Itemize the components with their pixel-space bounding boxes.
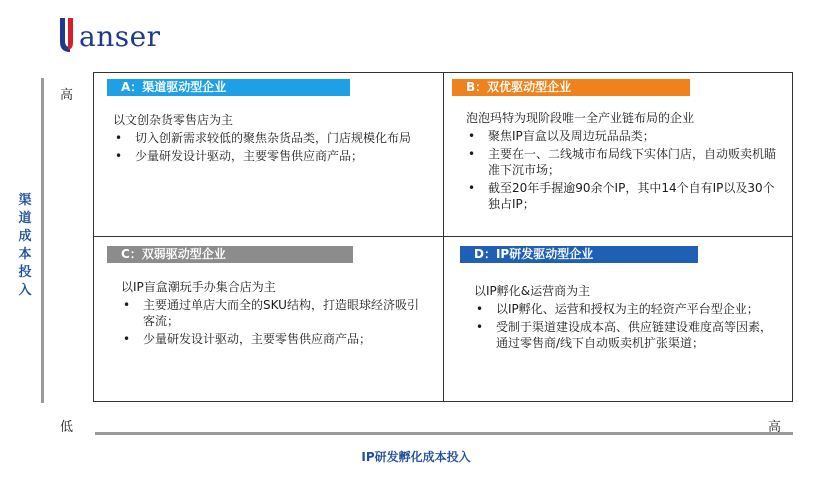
quadrant-d-body [474,283,774,353]
y-axis-line [41,78,44,403]
quadrant-a-bullet: • 少量研发设计驱动，主要零售供应商产品； [113,148,413,164]
company-logo [58,12,161,52]
quadrant-a-intro: 以文创杂货零售店为主 [113,113,234,127]
logo-u-mark-icon [58,16,78,52]
quadrant-b-intro: 泡泡玛特为现阶段唯一全产业链布局的企业 [466,111,695,125]
quadrant-d-bullet: • 以IP孵化、运营和授权为主的轻资产平台型企业； [474,301,774,317]
quadrant-b-bullet: • 聚焦IP盲盒以及周边玩品品类； [466,128,776,144]
matrix-horizontal-divider [93,236,793,237]
logo-text: anser [79,20,161,53]
quadrant-b-bullet: • 主要在一、二线城市布局线下实体门店，自动贩卖机瞄准下沉市场； [466,146,776,178]
quadrant-d-bullet: • 受制于渠道建设成本高、供应链建设难度高等因素，通过零售商/线下自动贩卖机扩张渠道； [474,319,774,351]
quadrant-b-header: B：双优驱动型企业 [452,79,690,96]
quadrant-a-header: A：渠道驱动型企业 [107,79,350,96]
quadrant-d-header: D：IP研发驱动型企业 [460,246,698,263]
matrix-vertical-divider [443,72,444,402]
quadrant-c-bullet: • 主要通过单店大而全的SKU结构，打造眼球经济吸引客流； [121,297,421,329]
x-axis-title: IP研发孵化成本投入 [361,450,471,464]
quadrant-b-bullet: • 截至20年手握逾90余个IP，其中14个自有IP以及30个独占IP； [466,180,776,212]
y-axis-low-label: 低 [60,420,74,435]
quadrant-c-header: C：双弱驱动型企业 [107,246,353,263]
quadrant-c-bullet: • 少量研发设计驱动，主要零售供应商产品； [121,331,421,347]
quadrant-c-intro: 以IP盲盒潮玩手办集合店为主 [121,280,276,294]
x-axis-high-label: 高 [768,420,782,435]
quadrant-a-bullet: • 切入创新需求较低的聚焦杂货品类，门店规模化布局 [113,130,413,146]
y-axis-high-label: 高 [60,88,74,103]
y-axis-title: 渠道成本投入 [18,193,32,298]
x-axis-line [95,432,793,435]
quadrant-d-intro: 以IP孵化&运营商为主 [474,284,591,298]
quadrant-b-body [466,110,776,214]
quadrant-c-body [121,279,421,349]
quadrant-a-body [113,112,413,166]
